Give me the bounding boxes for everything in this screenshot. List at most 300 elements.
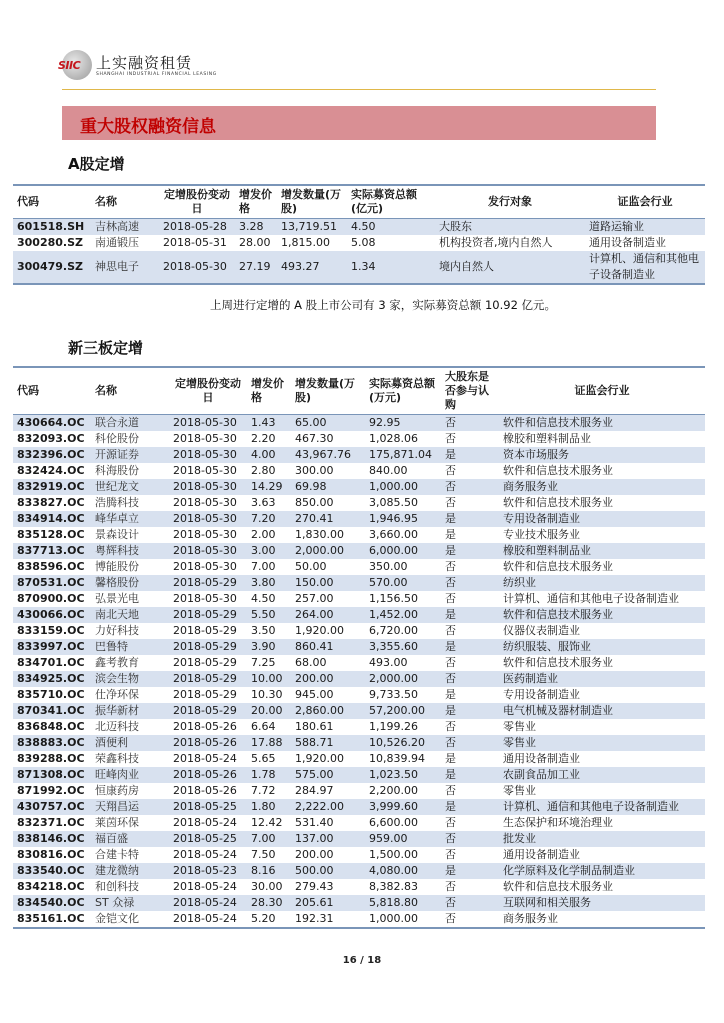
col-header: 定增股份变动日 [169, 367, 247, 415]
change-date-cell: 2018-05-30 [169, 479, 247, 495]
col-header: 定增股份变动日 [159, 185, 235, 219]
major-shareholder-participation-cell: 否 [445, 464, 456, 477]
stock-code-cell: 300280.SZ [17, 236, 83, 249]
issue-quantity-cell: 1,815.00 [281, 236, 330, 249]
raised-amount-cell: 570.00 [365, 575, 441, 591]
issue-quantity-cell: 1,830.00 [295, 528, 344, 541]
issue-quantity-cell: 588.71 [291, 735, 365, 751]
stock-name-cell: 峰华卓立 [91, 511, 169, 527]
issue-price-cell: 7.00 [251, 560, 276, 573]
issue-price-cell: 5.20 [247, 911, 291, 928]
table-row [13, 251, 705, 284]
table-row [13, 655, 705, 671]
col-header: 实际募资总额(万元) [365, 367, 441, 415]
stock-code-cell: 838146.OC [13, 831, 91, 847]
stock-code-cell: 834914.OC [13, 511, 91, 527]
raised-amount-cell: 5,818.80 [365, 895, 441, 911]
raised-amount-cell: 2,000.00 [365, 671, 441, 687]
stock-name-cell: 鑫考教育 [95, 656, 139, 669]
stock-name-cell: 开源证券 [91, 447, 169, 463]
change-date-cell: 2018-05-29 [169, 703, 247, 719]
industry-cell: 计算机、通信和其他电子设备制造业 [585, 251, 705, 284]
change-date-cell: 2018-05-26 [169, 735, 247, 751]
industry-cell: 道路运输业 [585, 219, 705, 236]
stock-name-cell: 联合永道 [91, 415, 169, 432]
industry-cell: 零售业 [499, 735, 705, 751]
issue-quantity-cell: 2,860.00 [291, 703, 365, 719]
issue-price-cell: 2.00 [251, 528, 276, 541]
raised-amount-cell: 1,452.00 [365, 607, 441, 623]
major-shareholder-participation-cell: 否 [445, 816, 456, 829]
stock-name-cell: 振华新材 [91, 703, 169, 719]
industry-cell: 通用设备制造业 [589, 236, 666, 249]
change-date-cell: 2018-05-30 [169, 543, 247, 559]
industry-cell: 软件和信息技术服务业 [503, 880, 613, 893]
issue-quantity-cell: 180.61 [295, 720, 334, 733]
issue-price-cell: 7.72 [251, 784, 276, 797]
change-date-cell: 2018-05-30 [173, 528, 237, 541]
table-row [13, 219, 705, 236]
industry-cell: 专用设备制造业 [499, 511, 705, 527]
table-row [13, 639, 705, 655]
stock-code-cell: 834540.OC [13, 895, 91, 911]
issue-price-cell: 14.29 [247, 479, 291, 495]
raised-amount-cell: 1,000.00 [365, 911, 441, 928]
industry-cell: 软件和信息技术服务业 [499, 607, 705, 623]
issue-price-cell: 3.63 [251, 496, 276, 509]
industry-cell: 零售业 [503, 784, 536, 797]
raised-amount-cell: 1,000.00 [365, 479, 441, 495]
issue-quantity-cell: 1,920.00 [295, 624, 344, 637]
major-shareholder-participation-cell: 否 [441, 575, 499, 591]
issue-quantity-cell: 860.41 [291, 639, 365, 655]
stock-code-cell: 835128.OC [17, 528, 85, 541]
raised-amount-cell: 92.95 [365, 415, 441, 432]
major-shareholder-participation-cell: 是 [441, 511, 499, 527]
change-date-cell: 2018-05-24 [173, 880, 237, 893]
stock-code-cell: 870900.OC [17, 592, 85, 605]
raised-amount-cell: 1,028.06 [369, 432, 418, 445]
issue-quantity-cell: 467.30 [295, 432, 334, 445]
issue-price-cell: 3.28 [235, 219, 277, 236]
issue-quantity-cell: 200.00 [295, 848, 334, 861]
table-row [13, 591, 705, 607]
stock-name-cell: 吉林高速 [91, 219, 159, 236]
table-row [13, 767, 705, 783]
stock-code-cell: 832396.OC [13, 447, 91, 463]
stock-name-cell: 浩腾科技 [95, 496, 139, 509]
table-row [13, 879, 705, 895]
industry-cell: 农副食品加工业 [499, 767, 705, 783]
stock-name-cell: 滨会生物 [91, 671, 169, 687]
table-row [13, 495, 705, 511]
stock-name-cell: 南北天地 [91, 607, 169, 623]
major-shareholder-participation-cell: 是 [441, 639, 499, 655]
issue-quantity-cell: 69.98 [291, 479, 365, 495]
stock-name-cell: 景森设计 [95, 528, 139, 541]
change-date-cell: 2018-05-24 [169, 895, 247, 911]
major-shareholder-participation-cell: 是 [445, 688, 456, 701]
change-date-cell: 2018-05-29 [173, 624, 237, 637]
industry-cell: 软件和信息技术服务业 [499, 415, 705, 432]
industry-cell: 电气机械及器材制造业 [499, 703, 705, 719]
table-row [13, 447, 705, 463]
major-shareholder-participation-cell: 否 [445, 432, 456, 445]
issue-quantity-cell: 65.00 [291, 415, 365, 432]
section-banner [62, 106, 656, 140]
issue-quantity-cell: 575.00 [291, 767, 365, 783]
industry-cell: 化学原料及化学制品制造业 [499, 863, 705, 879]
change-date-cell: 2018-05-26 [169, 767, 247, 783]
issue-quantity-cell: 257.00 [295, 592, 334, 605]
major-shareholder-participation-cell: 是 [441, 767, 499, 783]
stock-code-cell: 833827.OC [17, 496, 85, 509]
col-header: 增发数量(万股) [277, 185, 347, 219]
change-date-cell: 2018-05-24 [173, 848, 237, 861]
issue-target-cell: 大股东 [435, 219, 585, 236]
raised-amount-cell: 3,085.50 [369, 496, 418, 509]
issue-price-cell: 27.19 [235, 251, 277, 284]
table-row [13, 815, 705, 831]
stock-name-cell: 力好科技 [95, 624, 139, 637]
issue-price-cell: 1.43 [247, 415, 291, 432]
col-header: 大股东是否参与认购 [441, 367, 499, 415]
change-date-cell: 2018-05-30 [173, 560, 237, 573]
raised-amount-cell: 175,871.04 [365, 447, 441, 463]
raised-amount-cell: 5.08 [351, 236, 376, 249]
raised-amount-cell: 1,946.95 [365, 511, 441, 527]
raised-amount-cell: 57,200.00 [365, 703, 441, 719]
table-row [13, 671, 705, 687]
stock-code-cell: 430757.OC [13, 799, 91, 815]
table-row [13, 799, 705, 815]
table-row [13, 543, 705, 559]
industry-cell: 软件和信息技术服务业 [503, 560, 613, 573]
col-header: 增发价格 [247, 367, 291, 415]
major-shareholder-participation-cell: 是 [441, 447, 499, 463]
change-date-cell: 2018-05-29 [169, 639, 247, 655]
issue-quantity-cell: 270.41 [291, 511, 365, 527]
table-row [13, 751, 705, 767]
stock-code-cell: 832093.OC [17, 432, 85, 445]
issue-price-cell: 28.00 [239, 236, 271, 249]
stock-code-cell: 838883.OC [13, 735, 91, 751]
a-share-table [13, 184, 705, 285]
change-date-cell: 2018-05-28 [159, 219, 235, 236]
change-date-cell: 2018-05-26 [173, 784, 237, 797]
issue-quantity-cell: 50.00 [295, 560, 327, 573]
industry-cell: 资本市场服务 [499, 447, 705, 463]
change-date-cell: 2018-05-29 [173, 688, 237, 701]
stock-code-cell: 832919.OC [13, 479, 91, 495]
major-shareholder-participation-cell: 是 [441, 607, 499, 623]
col-header: 增发价格 [235, 185, 277, 219]
table-row [13, 703, 705, 719]
industry-cell: 软件和信息技术服务业 [503, 656, 613, 669]
major-shareholder-participation-cell: 是 [445, 528, 456, 541]
stock-code-cell: 835161.OC [13, 911, 91, 928]
issue-quantity-cell: 43,967.76 [291, 447, 365, 463]
stock-name-cell: 南通锻压 [95, 236, 139, 249]
industry-cell: 通用设备制造业 [503, 848, 580, 861]
issue-price-cell: 7.00 [247, 831, 291, 847]
issue-price-cell: 8.16 [247, 863, 291, 879]
stock-code-cell: 834218.OC [17, 880, 85, 893]
industry-cell: 商务服务业 [499, 479, 705, 495]
raised-amount-cell: 1,500.00 [369, 848, 418, 861]
issue-price-cell: 30.00 [251, 880, 283, 893]
industry-cell: 生态保护和环境治理业 [503, 816, 613, 829]
issue-quantity-cell: 493.27 [277, 251, 347, 284]
stock-code-cell: 300479.SZ [13, 251, 91, 284]
issue-quantity-cell: 205.61 [291, 895, 365, 911]
stock-code-cell: 832371.OC [17, 816, 85, 829]
stock-code-cell: 836848.OC [17, 720, 85, 733]
stock-code-cell: 601518.SH [13, 219, 91, 236]
stock-name-cell: 博能股份 [95, 560, 139, 573]
major-shareholder-participation-cell: 否 [445, 496, 456, 509]
stock-name-cell: 巴鲁特 [91, 639, 169, 655]
raised-amount-cell: 350.00 [369, 560, 408, 573]
issue-quantity-cell: 2,000.00 [291, 543, 365, 559]
change-date-cell: 2018-05-24 [169, 911, 247, 928]
issue-price-cell: 4.00 [247, 447, 291, 463]
raised-amount-cell: 6,000.00 [365, 543, 441, 559]
industry-cell: 计算机、通信和其他电子设备制造业 [503, 592, 679, 605]
stock-code-cell: 430664.OC [13, 415, 91, 432]
major-shareholder-participation-cell: 否 [441, 831, 499, 847]
raised-amount-cell: 10,526.20 [365, 735, 441, 751]
issue-price-cell: 28.30 [247, 895, 291, 911]
change-date-cell: 2018-05-30 [159, 251, 235, 284]
issue-quantity-cell: 500.00 [291, 863, 365, 879]
major-shareholder-participation-cell: 否 [441, 911, 499, 928]
major-shareholder-participation-cell: 是 [441, 799, 499, 815]
stock-code-cell: 833540.OC [13, 863, 91, 879]
stock-code-cell: 871308.OC [13, 767, 91, 783]
change-date-cell: 2018-05-30 [169, 511, 247, 527]
table-row [13, 783, 705, 799]
table-row [13, 847, 705, 863]
major-shareholder-participation-cell: 否 [445, 592, 456, 605]
major-shareholder-participation-cell: 否 [445, 880, 456, 893]
change-date-cell: 2018-05-23 [169, 863, 247, 879]
col-header: 代码 [13, 185, 91, 219]
change-date-cell: 2018-05-30 [169, 447, 247, 463]
issue-quantity-cell: 531.40 [295, 816, 334, 829]
major-shareholder-participation-cell: 是 [441, 543, 499, 559]
major-shareholder-participation-cell: 否 [445, 784, 456, 797]
stock-code-cell: 837713.OC [13, 543, 91, 559]
issue-quantity-cell: 264.00 [291, 607, 365, 623]
neeq-table [13, 366, 705, 929]
table-row [13, 911, 705, 928]
col-header: 代码 [13, 367, 91, 415]
issue-price-cell: 3.80 [247, 575, 291, 591]
stock-name-cell: 仕净环保 [95, 688, 139, 701]
raised-amount-cell: 493.00 [369, 656, 408, 669]
industry-cell: 商务服务业 [499, 911, 705, 928]
issue-quantity-cell: 200.00 [291, 671, 365, 687]
issue-price-cell: 6.64 [251, 720, 276, 733]
change-date-cell: 2018-05-29 [169, 575, 247, 591]
change-date-cell: 2018-05-26 [173, 720, 237, 733]
table-row [13, 623, 705, 639]
stock-name-cell: 荣鑫科技 [95, 752, 139, 765]
table-row [13, 431, 705, 447]
stock-name-cell: 恒康药房 [95, 784, 139, 797]
industry-cell: 医药制造业 [499, 671, 705, 687]
stock-name-cell: 旺峰肉业 [91, 767, 169, 783]
industry-cell: 批发业 [499, 831, 705, 847]
table-row [13, 559, 705, 575]
raised-amount-cell: 4.50 [347, 219, 435, 236]
stock-code-cell: 830816.OC [17, 848, 85, 861]
raised-amount-cell: 1,156.50 [369, 592, 418, 605]
issue-price-cell: 10.00 [247, 671, 291, 687]
major-shareholder-participation-cell: 是 [445, 752, 456, 765]
a-share-header-row [13, 185, 705, 219]
industry-cell: 仪器仪表制造业 [503, 624, 580, 637]
stock-name-cell: ST 众禄 [91, 895, 169, 911]
stock-name-cell: 和创科技 [95, 880, 139, 893]
stock-code-cell: 871992.OC [17, 784, 85, 797]
issue-price-cell: 7.50 [251, 848, 276, 861]
a-share-summary: 上周进行定增的 A 股上市公司有 3 家，实际募资总额 10.92 亿元。 [210, 298, 557, 312]
company-logo [58, 48, 222, 84]
issue-price-cell: 5.50 [247, 607, 291, 623]
major-shareholder-participation-cell: 是 [441, 863, 499, 879]
change-date-cell: 2018-05-25 [169, 799, 247, 815]
stock-name-cell: 北迈科技 [95, 720, 139, 733]
stock-code-cell: 834701.OC [17, 656, 85, 669]
major-shareholder-participation-cell: 否 [441, 895, 499, 911]
raised-amount-cell: 2,200.00 [369, 784, 418, 797]
raised-amount-cell: 9,733.50 [369, 688, 418, 701]
company-name-en: SHANGHAI INDUSTRIAL FINANCIAL LEASING [96, 72, 217, 77]
issue-price-cell: 20.00 [247, 703, 291, 719]
raised-amount-cell: 840.00 [369, 464, 408, 477]
change-date-cell: 2018-05-30 [173, 496, 237, 509]
issue-price-cell: 2.80 [251, 464, 276, 477]
major-shareholder-participation-cell: 是 [441, 703, 499, 719]
col-header: 发行对象 [435, 185, 585, 219]
issue-target-cell: 境内自然人 [435, 251, 585, 284]
neeq-title: 新三板定增 [68, 339, 144, 357]
industry-cell: 互联网和相关服务 [499, 895, 705, 911]
stock-code-cell: 832424.OC [17, 464, 85, 477]
issue-quantity-cell: 68.00 [295, 656, 327, 669]
change-date-cell: 2018-05-31 [163, 236, 227, 249]
issue-quantity-cell: 150.00 [291, 575, 365, 591]
table-row [13, 511, 705, 527]
industry-cell: 计算机、通信和其他电子设备制造业 [499, 799, 705, 815]
raised-amount-cell: 4,080.00 [365, 863, 441, 879]
industry-cell: 专用设备制造业 [503, 688, 580, 701]
stock-name-cell: 金铠文化 [91, 911, 169, 928]
industry-cell: 橡胶和塑料制品业 [503, 432, 591, 445]
table-row [13, 735, 705, 751]
major-shareholder-participation-cell: 否 [441, 671, 499, 687]
major-shareholder-participation-cell: 否 [441, 735, 499, 751]
col-header: 增发数量(万股) [291, 367, 365, 415]
issue-target-cell: 机构投资者,境内自然人 [439, 236, 553, 249]
stock-code-cell: 870341.OC [13, 703, 91, 719]
major-shareholder-participation-cell: 否 [445, 720, 456, 733]
stock-code-cell: 430066.OC [13, 607, 91, 623]
col-header: 实际募资总额(亿元) [347, 185, 435, 219]
issue-price-cell: 7.25 [251, 656, 276, 669]
table-row [13, 235, 705, 251]
issue-price-cell: 7.20 [247, 511, 291, 527]
industry-cell: 专业技术服务业 [503, 528, 580, 541]
stock-name-cell: 馨格股份 [91, 575, 169, 591]
stock-name-cell: 酒便利 [91, 735, 169, 751]
change-date-cell: 2018-05-29 [169, 607, 247, 623]
col-header: 证监会行业 [499, 367, 705, 415]
raised-amount-cell: 3,999.60 [365, 799, 441, 815]
major-shareholder-participation-cell: 否 [441, 479, 499, 495]
a-share-title: A股定增 [68, 155, 125, 173]
raised-amount-cell: 6,600.00 [369, 816, 418, 829]
change-date-cell: 2018-05-25 [169, 831, 247, 847]
stock-name-cell: 科海股份 [95, 464, 139, 477]
header-divider [62, 89, 656, 90]
stock-code-cell: 833997.OC [13, 639, 91, 655]
issue-quantity-cell: 192.31 [291, 911, 365, 928]
table-row [13, 463, 705, 479]
major-shareholder-participation-cell: 否 [445, 656, 456, 669]
stock-code-cell: 838596.OC [17, 560, 85, 573]
table-row [13, 607, 705, 623]
issue-price-cell: 3.00 [247, 543, 291, 559]
issue-quantity-cell: 850.00 [295, 496, 334, 509]
issue-quantity-cell: 2,222.00 [291, 799, 365, 815]
table-row [13, 895, 705, 911]
raised-amount-cell: 959.00 [365, 831, 441, 847]
table-row [13, 719, 705, 735]
stock-name-cell: 弘景光电 [95, 592, 139, 605]
change-date-cell: 2018-05-30 [169, 415, 247, 432]
change-date-cell: 2018-05-30 [173, 464, 237, 477]
neeq-header-row [13, 367, 705, 415]
raised-amount-cell: 6,720.00 [369, 624, 418, 637]
raised-amount-cell: 1.34 [347, 251, 435, 284]
change-date-cell: 2018-05-29 [173, 656, 237, 669]
issue-quantity-cell: 13,719.51 [277, 219, 347, 236]
issue-price-cell: 1.80 [247, 799, 291, 815]
page-number: 16 / 18 [342, 955, 382, 966]
stock-name-cell: 天翔昌运 [91, 799, 169, 815]
stock-name-cell: 粤辉科技 [91, 543, 169, 559]
change-date-cell: 2018-05-30 [173, 592, 237, 605]
raised-amount-cell: 3,355.60 [365, 639, 441, 655]
industry-cell: 纺织业 [499, 575, 705, 591]
stock-code-cell: 839288.OC [17, 752, 85, 765]
major-shareholder-participation-cell: 否 [445, 560, 456, 573]
stock-code-cell: 834925.OC [13, 671, 91, 687]
major-shareholder-participation-cell: 否 [441, 415, 499, 432]
raised-amount-cell: 10,839.94 [369, 752, 425, 765]
issue-price-cell: 3.90 [247, 639, 291, 655]
company-name-cn: 上实融资租赁 [96, 54, 193, 72]
issue-quantity-cell: 284.97 [295, 784, 334, 797]
raised-amount-cell: 3,660.00 [369, 528, 418, 541]
table-row [13, 575, 705, 591]
industry-cell: 软件和信息技术服务业 [503, 464, 613, 477]
industry-cell: 橡胶和塑料制品业 [499, 543, 705, 559]
major-shareholder-participation-cell: 否 [445, 848, 456, 861]
